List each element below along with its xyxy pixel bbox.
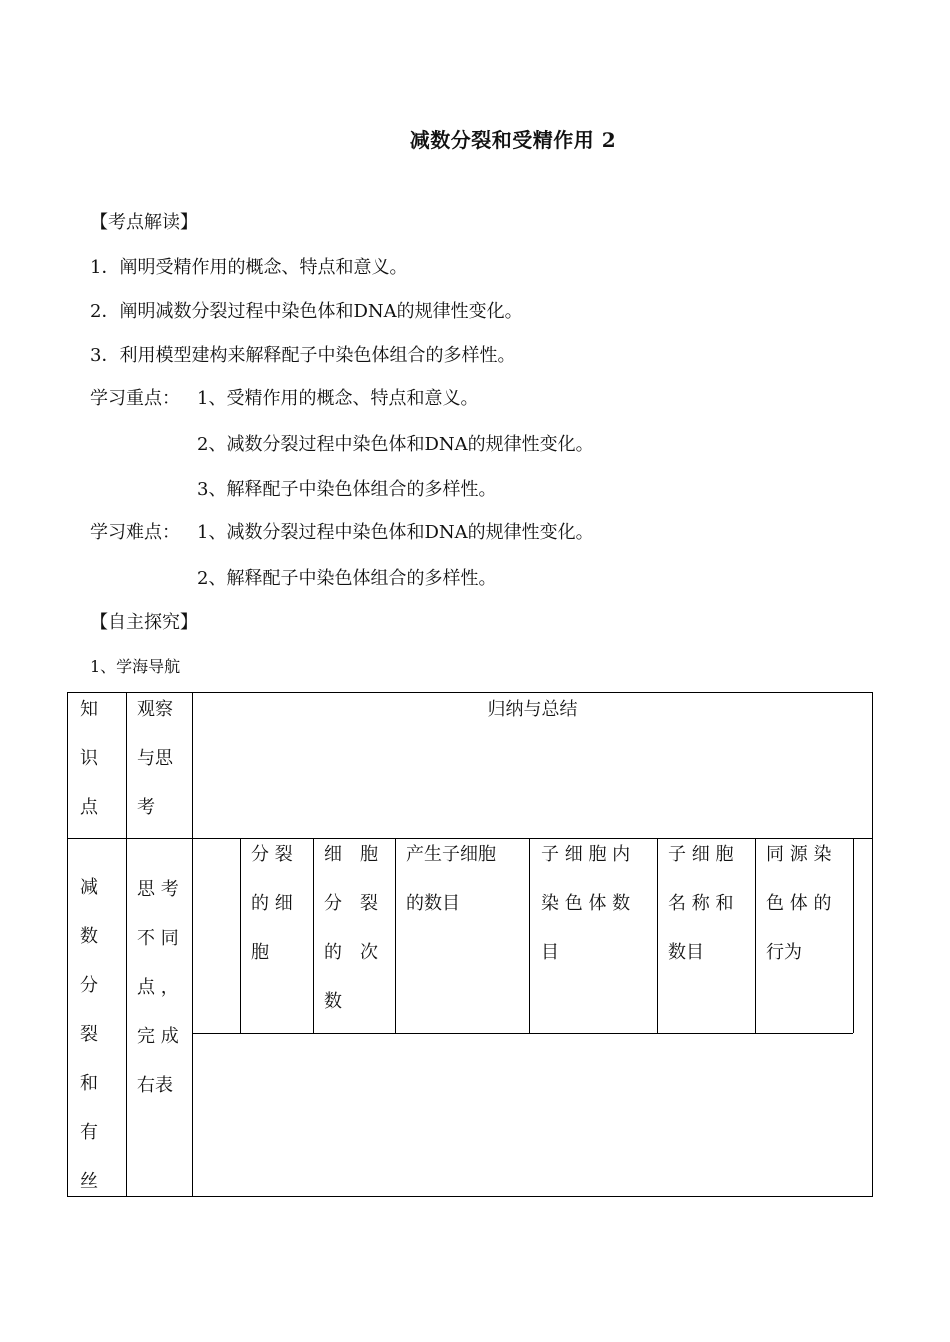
inner-table-divider	[853, 838, 854, 1033]
row-prompt: 思 考 不 同 点 ， 完 成 右表	[137, 879, 179, 1096]
row-topic: 减 数 分 裂 和 有 丝	[80, 877, 98, 1192]
inner-header-tongyuan-ranseti: 同 源 染 色 体 的 行为	[766, 844, 832, 963]
inner-header-fenlie-cishu: 细 胞 分 裂 的 次 数	[324, 844, 378, 1012]
inner-table-divider	[529, 838, 530, 1033]
kaodian-item-3: 3．利用模型建构来解释配子中染色体组合的多样性。	[90, 345, 516, 366]
inner-table-divider	[192, 1033, 853, 1034]
inner-header-ranseti-shumu: 子 细 胞 内 染 色 体 数 目	[541, 844, 631, 963]
header-zhishidian: 知 识 点	[80, 699, 98, 818]
nandian-item-2: 2、解释配子中染色体组合的多样性。	[197, 568, 497, 589]
inner-table-divider	[313, 838, 314, 1033]
zhongdian-item-3: 3、解释配子中染色体组合的多样性。	[197, 479, 497, 500]
inner-header-zixibao-shumu: 产生子细胞 的数目	[406, 844, 496, 914]
table-frame	[67, 692, 873, 1197]
inner-header-zixibao-mingcheng: 子 细 胞 名 称 和 数目	[668, 844, 734, 963]
inner-table-divider	[657, 838, 658, 1033]
inner-table-divider	[395, 838, 396, 1033]
document-title: 减数分裂和受精作用 2	[409, 128, 617, 152]
kaodian-item-2: 2．阐明减数分裂过程中染色体和DNA的规律性变化。	[90, 301, 523, 322]
inner-table-divider	[755, 838, 756, 1033]
table-divider	[192, 692, 193, 1197]
zhongdian-item-2: 2、减数分裂过程中染色体和DNA的规律性变化。	[197, 434, 594, 455]
nandian-item-1: 1、减数分裂过程中染色体和DNA的规律性变化。	[197, 522, 594, 543]
inner-header-fenlie-xibao: 分 裂 的 细 胞	[251, 844, 293, 963]
header-guancha: 观察 与思 考	[137, 699, 173, 818]
table-divider	[126, 692, 127, 1197]
zhongdian-item-1: 1、受精作用的概念、特点和意义。	[197, 388, 479, 409]
zizhu-header: 【自主探究】	[90, 612, 198, 633]
header-guina: 归纳与总结	[487, 699, 578, 720]
kaodian-header: 【考点解读】	[90, 212, 198, 233]
nandian-label: 学习难点：	[90, 522, 180, 543]
kaodian-item-1: 1．阐明受精作用的概念、特点和意义。	[90, 257, 408, 278]
xuehai-subheading: 1、学海导航	[90, 657, 181, 676]
inner-table-divider	[240, 838, 241, 1033]
zhongdian-label: 学习重点：	[90, 388, 180, 409]
